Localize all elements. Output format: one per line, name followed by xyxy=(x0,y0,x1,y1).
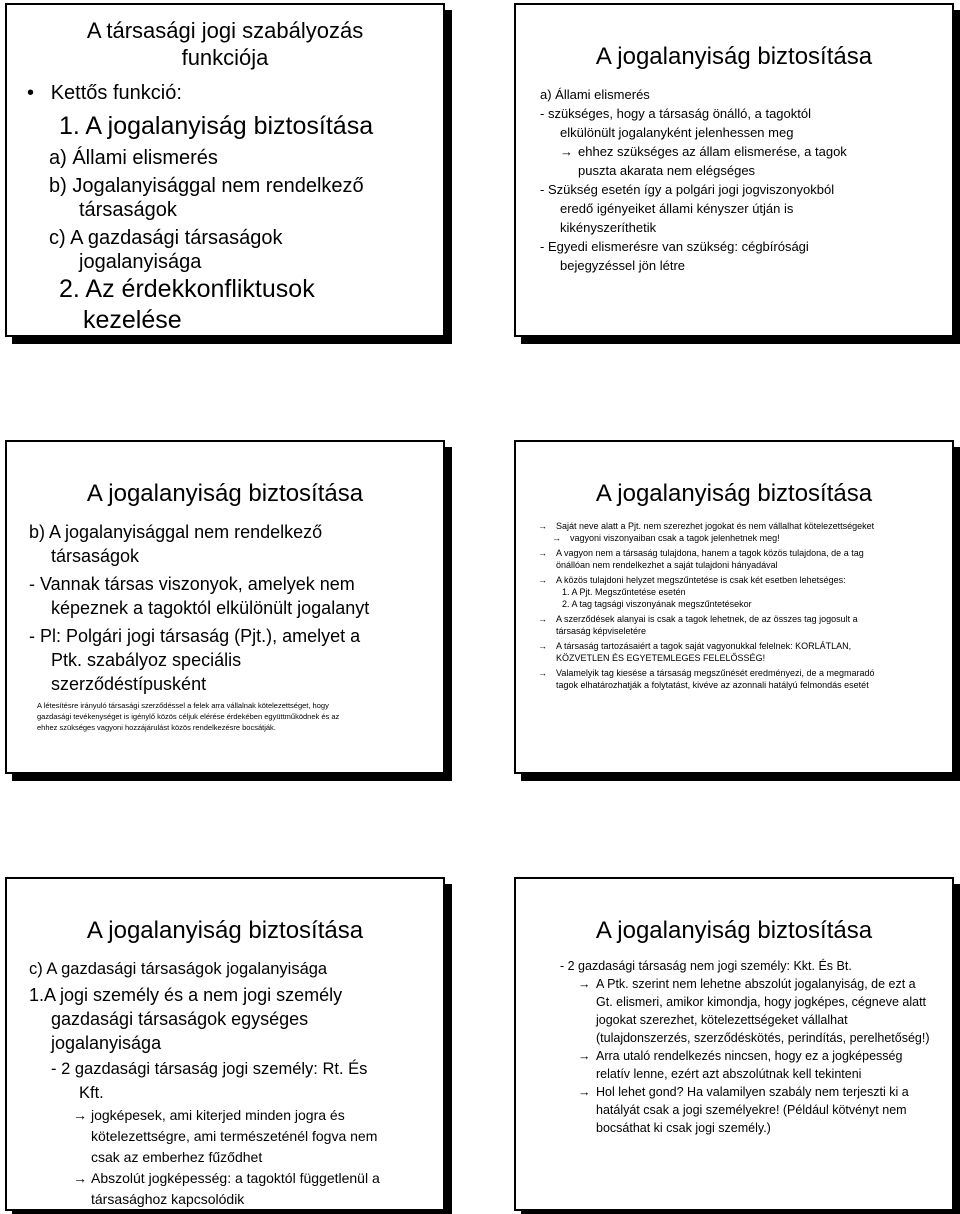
arrow-line xyxy=(29,1105,439,1126)
text-line: - Pl: Polgári jogi társaság (Pjt.), amelyet a xyxy=(29,626,361,646)
bullet-icon: • xyxy=(27,82,35,104)
text-line: 1.A jogi személy és a nem jogi személy xyxy=(29,985,343,1005)
text-line: társaságok xyxy=(51,546,140,566)
arrow-line xyxy=(538,574,948,586)
list-item: kezelése xyxy=(83,306,182,334)
text-line: jogokat szerezhet, kötelezettségeket vállalhat xyxy=(596,1013,848,1027)
text-line: puszta akarata nem elégséges xyxy=(578,163,756,178)
arrow-line xyxy=(538,640,948,652)
list-item: b) Jogalanyisággal nem rendelkező xyxy=(49,175,364,197)
arrow-icon: → xyxy=(560,144,573,159)
slide-title: A jogalanyiság biztosítása xyxy=(595,480,873,507)
text-line: - Egyedi elismerésre van szükség: cégbírósági xyxy=(540,239,809,254)
text: Kettős funkció: xyxy=(50,82,182,104)
slide-body xyxy=(540,85,940,275)
text-line: eredő igényeiket állami kényszer útján is xyxy=(560,201,794,216)
arrow-line xyxy=(540,142,940,161)
arrow-line xyxy=(538,532,948,544)
slide-body xyxy=(538,520,948,691)
slide-5 xyxy=(5,877,445,1211)
slide-title: A jogalanyiság biztosítása xyxy=(595,917,873,944)
arrow-icon: → xyxy=(578,977,591,991)
text-line: (tulajdonszerzés, szerződéskötés, perindítás, perelhetőség!) xyxy=(596,1031,930,1045)
slide-title: A jogalanyiság biztosítása xyxy=(86,917,364,944)
text-line: a) Állami elismerés xyxy=(540,87,650,102)
text-line: csak az emberhez fűződhet xyxy=(91,1149,263,1165)
text: jogképesek, ami kiterjed minden jogra és xyxy=(91,1107,345,1123)
text-line: kikényszeríthetik xyxy=(560,220,657,235)
slide-body xyxy=(27,81,437,336)
text: A vagyon nem a társaság tulajdona, hanem a tagok közös tulajdona, de a tag xyxy=(556,548,864,558)
text-line: Ptk. szabályoz speciális xyxy=(51,650,242,670)
text: ehhez szükséges az állam elismerése, a tagok xyxy=(578,144,847,159)
text-line: Gt. elismeri, amikor kimondja, hogy jogképes, cégneve alatt xyxy=(596,995,927,1009)
text: Hol lehet gond? Ha valamilyen szabály nem terjeszti ki a xyxy=(596,1085,909,1099)
text-line: tagok elhatározhatják a folytatást, kivéve az azonnali hatályú felmondás esetét xyxy=(556,680,869,690)
list-item: 2. Az érdekkonfliktusok xyxy=(59,275,315,303)
text: Valamelyik tag kiesése a társaság megszűnését eredményezi, de a megmaradó xyxy=(556,668,875,678)
slide-4 xyxy=(514,440,954,774)
text-line: gazdasági társaságok egységes xyxy=(51,1009,309,1029)
text-line: kötelezettségre, ami természeténél fogva nem xyxy=(91,1128,378,1144)
slide-3 xyxy=(5,440,445,774)
arrow-line xyxy=(560,1047,950,1065)
text-line: elkülönült jogalanyként jelenhessen meg xyxy=(560,125,794,140)
text: Saját neve alatt a Pjt. nem szerezhet jogokat és nem vállalhat kötelezettségeket xyxy=(556,521,875,531)
text-line: - Vannak társas viszonyok, amelyek nem xyxy=(29,574,355,594)
slide-title: A jogalanyiság biztosítása xyxy=(595,43,873,70)
arrow-icon: → xyxy=(538,575,547,585)
text-line: képeznek a tagoktól elkülönült jogalanyt xyxy=(51,598,370,618)
list-item: 1. A jogalanyiság biztosítása xyxy=(59,112,374,140)
text-line: Kft. xyxy=(79,1084,104,1102)
arrow-icon: → xyxy=(538,548,547,558)
text-line: önállóan nem rendelkezhet a saját tulajdoni hányadával xyxy=(556,560,778,570)
arrow-icon: → xyxy=(538,614,547,624)
text-line: - szükséges, hogy a társaság önálló, a tagoktól xyxy=(540,106,811,121)
arrow-line xyxy=(538,547,948,559)
arrow-line xyxy=(560,975,950,993)
arrow-icon: → xyxy=(73,1170,87,1186)
text-line: b) A jogalanyisággal nem rendelkező xyxy=(29,522,323,542)
text-line: - 2 gazdasági társaság nem jogi személy: Kkt. És Bt. xyxy=(560,959,852,973)
text: A Ptk. szerint nem lehetne abszolút jogalanyiság, de ezt a xyxy=(596,977,916,991)
arrow-line xyxy=(538,520,948,532)
slide-body xyxy=(29,957,439,1210)
text-line: szerződéstípusként xyxy=(51,674,207,694)
text: A szerződések alanyai is csak a tagok lehetnek, de az összes tag jogosult a xyxy=(556,614,858,624)
text-line: hatályát csak a jogi személyekre! (Például kötvényt nem xyxy=(596,1103,907,1117)
text: A társaság tartozásaiért a tagok saját vagyonukkal felelnek: KORLÁTLAN, xyxy=(556,641,852,651)
text: Arra utaló rendelkezés nincsen, hogy ez a jogképesség xyxy=(596,1049,903,1063)
text-line: - Szükség esetén így a polgári jogi jogviszonyokból xyxy=(540,182,835,197)
list-item: jogalanyisága xyxy=(79,251,202,273)
arrow-line xyxy=(560,1083,950,1101)
small-text: A létesítésre irányuló társasági szerződéssel a felek arra vállalnak kötelezettséget, hogy xyxy=(37,701,329,710)
arrow-icon: → xyxy=(73,1107,87,1123)
slide-title xyxy=(7,17,443,71)
bullet-line xyxy=(27,81,437,105)
arrow-icon: → xyxy=(538,521,547,531)
arrow-icon: → xyxy=(538,668,547,678)
arrow-line xyxy=(538,667,948,679)
title-line: funkciója xyxy=(181,45,269,70)
text: A közös tulajdoni helyzet megszűntetése is csak két esetben lehetséges: xyxy=(556,575,846,585)
text-line: társasághoz kapcsolódik xyxy=(91,1191,245,1207)
text-line: 2. A tag tagsági viszonyának megszűntetésekor xyxy=(562,599,752,609)
small-text: gazdasági tevékenységet is igénylő közös céljuk elérése érdekében együttműködnek és az xyxy=(37,712,340,721)
arrow-line xyxy=(538,613,948,625)
slide-1 xyxy=(5,3,445,337)
small-text: ehhez szükséges vagyoni hozzájárulást közös rendelkezésre bocsátják. xyxy=(37,723,276,732)
slide-6 xyxy=(514,877,954,1211)
text-line: - 2 gazdasági társaság jogi személy: Rt. És xyxy=(51,1060,368,1078)
text: Abszolút jogképesség: a tagoktól függetlenül a xyxy=(91,1170,380,1186)
list-item: társaságok xyxy=(79,199,177,221)
text-line: relatív lenne, ezért azt abszolútnak kell tekinteni xyxy=(596,1067,862,1081)
slide-body xyxy=(560,957,950,1137)
text: vagyoni viszonyaiban csak a tagok jelenhetnek meg! xyxy=(570,533,780,543)
text-line: jogalanyisága xyxy=(51,1033,162,1053)
text-line: társaság képviseletére xyxy=(556,626,647,636)
text-line: KÖZVETLEN ÉS EGYETEMLEGES FELELŐSSÉG! xyxy=(556,653,766,663)
arrow-icon: → xyxy=(578,1049,591,1063)
text-line: c) A gazdasági társaságok jogalanyisága xyxy=(29,960,328,978)
arrow-line xyxy=(29,1168,439,1189)
list-item: c) A gazdasági társaságok xyxy=(49,227,283,249)
list-item: a) Állami elismerés xyxy=(49,147,218,169)
slide-title: A jogalanyiság biztosítása xyxy=(86,480,364,507)
arrow-icon: → xyxy=(578,1085,591,1099)
arrow-icon: → xyxy=(538,641,547,651)
text-line: 1. A Pjt. Megszűntetése esetén xyxy=(562,587,686,597)
title-line: A társasági jogi szabályozás xyxy=(86,18,364,43)
slide-2 xyxy=(514,3,954,337)
text-line: bocsáthat ki csak jogi személy.) xyxy=(596,1121,771,1135)
slide-body xyxy=(29,520,439,733)
arrow-icon: → xyxy=(552,533,561,543)
text-line: bejegyzéssel jön létre xyxy=(560,258,686,273)
